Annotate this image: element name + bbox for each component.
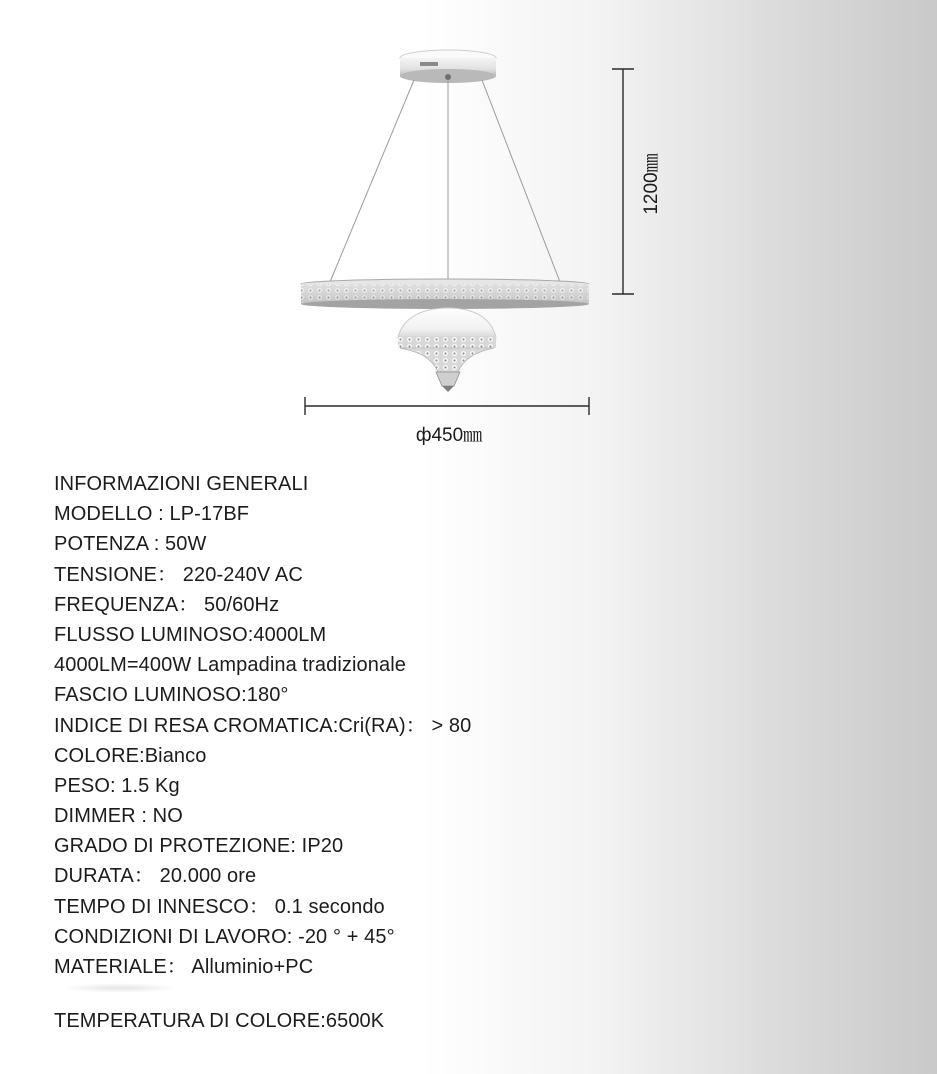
- spec-color: COLORE:Bianco: [54, 744, 207, 767]
- spec-working-conditions: CONDIZIONI DI LAVORO: -20 ° + 45°: [54, 925, 395, 948]
- diameter-label: ф450㎜: [415, 425, 483, 446]
- spec-startup-time: TEMPO DI INNESCO： 0.1 secondo: [54, 895, 385, 918]
- spec-frequency: FREQUENZA： 50/60Hz: [54, 593, 280, 616]
- spec-luminous-flux: FLUSSO LUMINOSO:4000LM: [54, 623, 327, 646]
- ceiling-canopy: [400, 50, 496, 83]
- height-dimension: [612, 69, 634, 294]
- spec-color-temperature: TEMPERATURA DI COLORE:6500K: [54, 1010, 385, 1033]
- spec-protection: GRADO DI PROTEZIONE: IP20: [54, 835, 344, 858]
- center-pendant: [398, 308, 496, 392]
- spec-lifetime: DURATA： 20.000 ore: [54, 865, 257, 888]
- diameter-dimension: [305, 397, 589, 415]
- crystal-ring: [301, 279, 589, 309]
- spec-cri: INDICE DI RESA CROMATICA:Cri(RA)： > 80: [54, 714, 472, 737]
- spec-heading: INFORMAZIONI GENERALI: [54, 473, 309, 495]
- lamp-dimension-diagram: [0, 0, 937, 460]
- spec-dimmer: DIMMER : NO: [54, 805, 183, 828]
- spec-beam-angle: FASCIO LUMINOSO:180°: [54, 684, 289, 707]
- height-label: 1200㎜: [641, 153, 662, 215]
- spec-weight: PESO: 1.5 Kg: [54, 774, 180, 797]
- spec-material: MATERIALE： Alluminio+PC: [54, 956, 314, 978]
- spec-gap: [54, 982, 914, 1006]
- spec-model: MODELLO : LP-17BF: [54, 503, 250, 526]
- spec-power: POTENZA : 50W: [54, 533, 207, 556]
- spec-voltage: TENSIONE： 220-240V AC: [54, 563, 303, 586]
- faint-smudge: [60, 983, 180, 993]
- spec-equivalent: 4000LM=400W Lampadina tradizionale: [54, 654, 406, 677]
- spec-list: [54, 469, 914, 1036]
